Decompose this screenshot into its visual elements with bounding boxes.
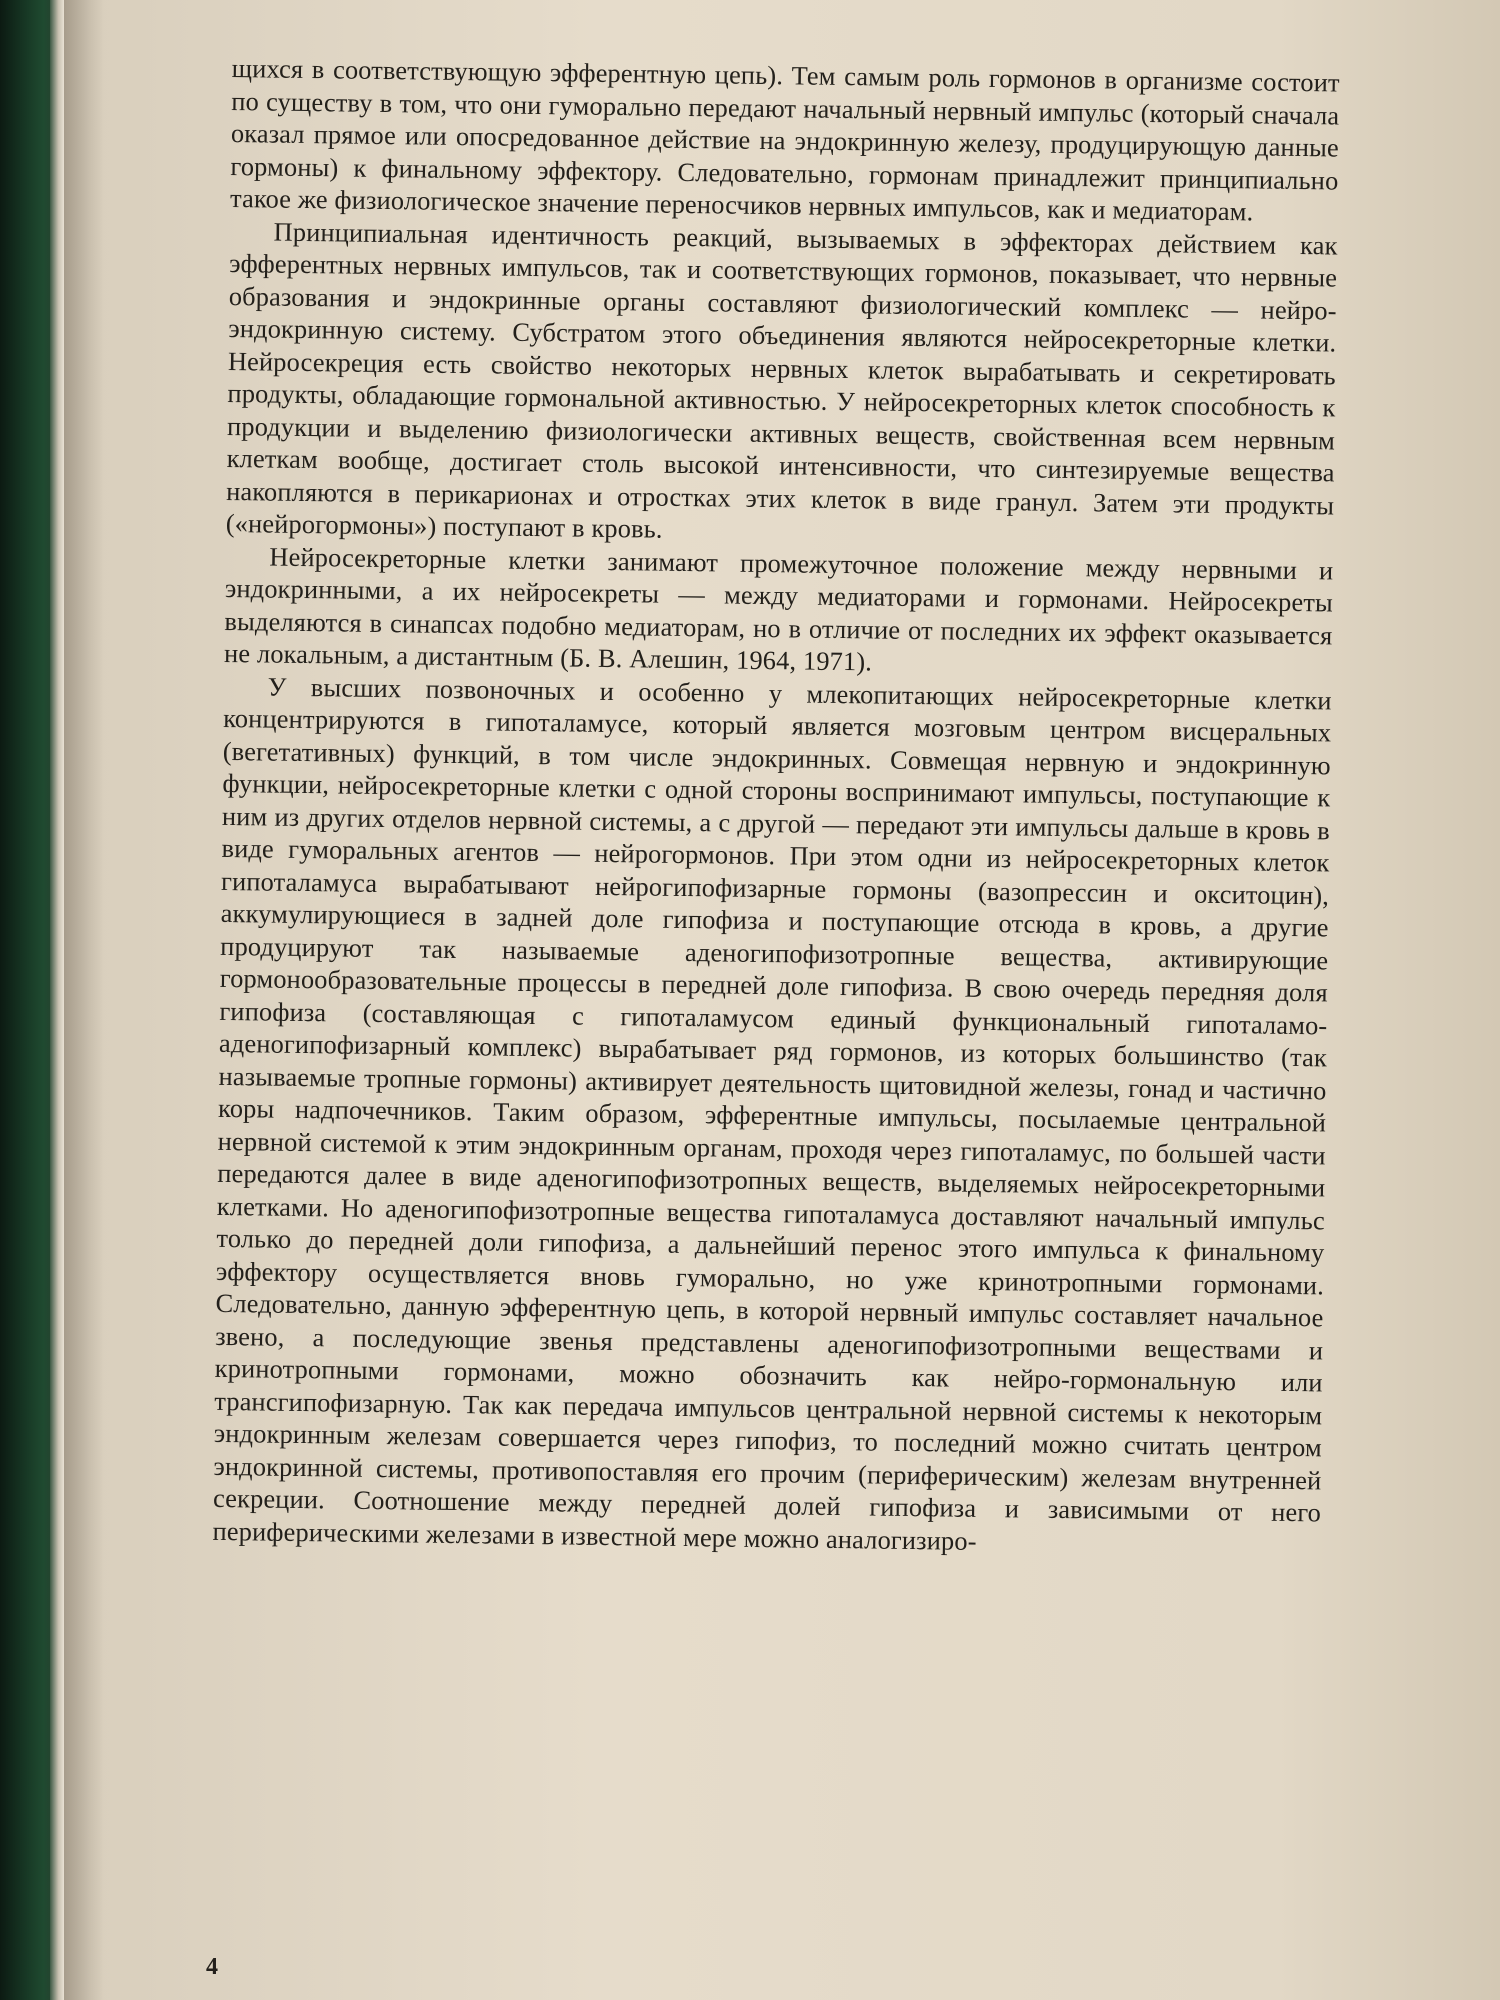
page-number: 4 [206,1954,218,1980]
gutter-shadow [64,0,104,2000]
paragraph-2: Принципиальная идентичность реакций, вызываемых в эффекторах действием как эфферентных нервных импульсов, так и соответствующих гормонов, показывает, что нервные образования и эндокринные органы составляют физиологический комплекс — нейро-эндокринную систему. Субстратом этого объединения являются нейросекреторные клетки. Нейросекреция есть свойство некоторых нервных клеток вырабатывать и секретировать продукты, обладающие гормональной активностью. У нейросекреторных клеток способность к продукции и выделению физиологически активных веществ, свойственная всем нервным клеткам вообще, достигает столь высокой интенсивности, что синтезируемые вещества накопляются в перикарионах и отростках этих клеток в виде гранул. Затем эти продукты («нейрогормоны») поступают в кровь. [225,216,1338,544]
page-body-text [212,52,1339,1561]
page-edge-highlight [50,0,64,2000]
paragraph-4: У высших позвоночных и особенно у млекопитающих нейросекреторные клетки концентрируются в гипоталамусе, который является мозговым центром висцеральных (вегетативных) функций, в том числе эндокринных. Совмещая нервную и эндокринную функции, нейросекреторные клетки с одной стороны воспринимают импульсы, поступающие к ним из других отделов нервной системы, а с другой — передают эти импульсы дальше в кровь в виде гуморальных агентов — нейрогормонов. При этом одни из нейросекреторных клеток гипоталамуса вырабатывают нейрогипофизарные гормоны (вазопрессин и окситоцин), аккумулирующиеся в задней доле гипофиза и поступающие отсюда в кровь, а другие продуцируют так называемые аденогипофизотропные вещества, активирующие гормонообразовательные процессы в передней доле гипофиза. В свою очередь передняя доля гипофиза (составляющая с гипоталамусом единый функциональный гипоталамо-аденогипофизарный комплекс) вырабатывает ряд гормонов, из которых большинство (так называемые тропные гормоны) активирует деятельность щитовидной железы, гонад и частично коры надпочечников. Таким образом, эфферентные импульсы, посылаемые центральной нервной системой к этим эндокринным органам, проходя через гипоталамус, по большей части передаются далее в виде аденогипофизотропных веществ, выделяемых нейросекреторными клетками. Но аденогипофизотропные вещества гипоталамуса доставляют начальный импульс только до передней доли гипофиза, а дальнейший перенос этого импульса к финальному эффектору осуществляется вновь гуморально, но уже кринотропными гормонами. Следовательно, данную эфферентную цепь, в которой нервный импульс составляет начальное звено, а последующие звенья представлены аденогипофизотропными веществами и кринотропными гормонами, можно обозначить как нейро-гормональную или трансгипофизарную. Так как передача импульсов центральной нервной системы к некоторым эндокринным железам совершается через гипофиз, то последний можно считать центром эндокринной системы, противопоставляя его прочим (периферическим) железам внутренней секреции. Соотношение между передней долей гипофиза и зависимыми от него периферическими железами в известной мере можно аналогизиро- [212,671,1332,1556]
paragraph-3: Нейросекреторные клетки занимают промежуточное положение между нервными и эндокринными, а их нейросекреты — между медиаторами и гормонами. Нейросекреты выделяются в синапсах подобно медиаторам, но в отличие от последних их эффект оказывается не локальным, а дистантным (Б. В. Алешин, 1964, 1971). [223,541,1334,677]
paragraph-1: щихся в соответствующую эфферентную цепь). Тем самым роль гормонов в организме состоит по существу в том, что они гуморально передают начальный нервный импульс (который сначала оказал прямое или опосредованное действие на эндокринную железу, продуцирующую данные гормоны) к финальному эффектору. Следовательно, гормонам принадлежит принципиально такое же физиологическое значение переносчиков нервных импульсов, как и медиаторам. [229,52,1340,227]
